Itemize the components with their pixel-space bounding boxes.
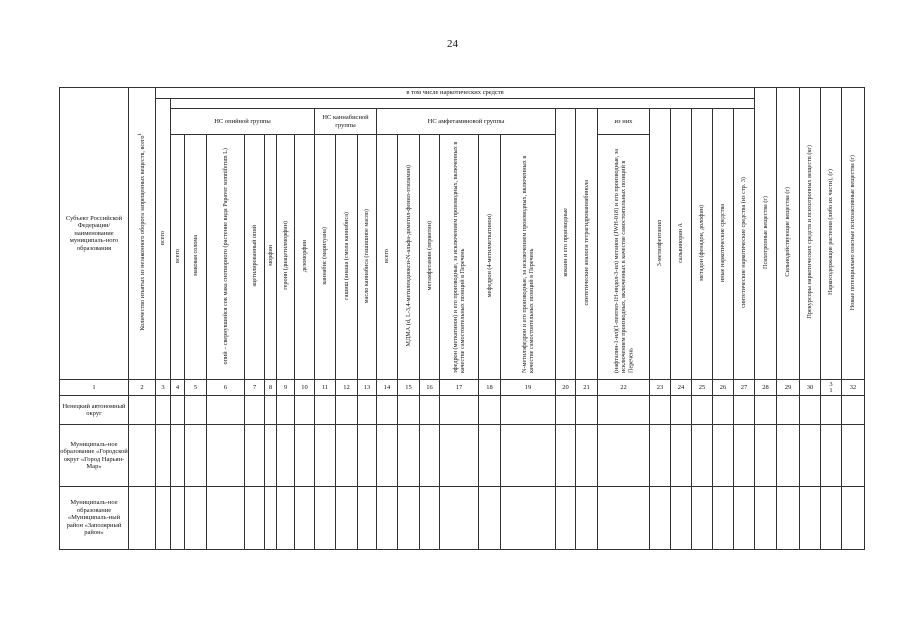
- data-cell: [479, 396, 501, 425]
- col-number: 15: [398, 380, 420, 396]
- in-incl-narcotics-header: в том числе наркотических средств: [156, 88, 755, 99]
- data-cell: [265, 425, 277, 487]
- col30-header: Прекурсоры наркотических средств и психотропных веществ (кг): [800, 88, 821, 380]
- col-number: 23: [650, 380, 671, 396]
- data-cell: [713, 487, 734, 550]
- col-number: 12: [336, 380, 358, 396]
- data-cell: [440, 425, 479, 487]
- col32-header: Новые потенциально опасные психоактивные вещества (г): [842, 88, 865, 380]
- row-label: Ненецкий автономный округ: [60, 396, 129, 425]
- data-cell: [734, 396, 755, 425]
- col6-header: опий – свернувшийся сок мака снотворного (растение вида Papaver somniferum L): [207, 135, 245, 380]
- data-cell: [295, 396, 315, 425]
- data-cell: [171, 487, 185, 550]
- col14-header: всего: [377, 135, 398, 380]
- col-number: 11: [315, 380, 336, 396]
- col18-header: мефедрон (4-метилметкатинон): [479, 135, 501, 380]
- data-cell: [598, 396, 650, 425]
- col-number: 26: [713, 380, 734, 396]
- data-cell: [245, 396, 265, 425]
- data-cell: [650, 396, 671, 425]
- data-cell: [420, 396, 440, 425]
- data-cell: [501, 487, 556, 550]
- data-cell: [420, 425, 440, 487]
- data-cell: [185, 396, 207, 425]
- col-number: 2: [129, 380, 156, 396]
- col12-header: гашиш (анаша (смола каннабиса): [336, 135, 358, 380]
- data-cell: [671, 425, 692, 487]
- opium-group-header: НС опийной группы: [171, 109, 315, 135]
- data-cell: [755, 425, 777, 487]
- data-cell: [440, 396, 479, 425]
- col28-header: Психотропные вещества (г): [755, 88, 777, 380]
- col-number: 27: [734, 380, 755, 396]
- col-number: 21: [576, 380, 598, 396]
- data-cell: [377, 396, 398, 425]
- data-cell: [156, 487, 171, 550]
- data-cell: [671, 487, 692, 550]
- subject-header: Субъект Российской Федерации/ наименование муниципаль-ного образования: [60, 88, 129, 380]
- data-cell: [821, 487, 842, 550]
- data-cell: [129, 425, 156, 487]
- col-number: 24: [671, 380, 692, 396]
- data-cell: [556, 487, 576, 550]
- data-cell: [800, 425, 821, 487]
- data-cell: [800, 487, 821, 550]
- data-cell: [576, 396, 598, 425]
- data-cell: [171, 396, 185, 425]
- data-cell: [777, 425, 800, 487]
- data-cell: [777, 487, 800, 550]
- data-cell: [171, 425, 185, 487]
- table-row: [60, 396, 865, 425]
- col-number: 30: [800, 380, 821, 396]
- data-cell: [576, 425, 598, 487]
- of-them-header: из них: [598, 109, 650, 135]
- data-cell: [755, 396, 777, 425]
- data-cell: [692, 487, 713, 550]
- data-cell: [650, 487, 671, 550]
- data-cell: [277, 487, 295, 550]
- row-label: Муниципаль-ное образование «Муниципаль-ный район «Заполярный район»: [60, 487, 129, 550]
- data-cell: [440, 487, 479, 550]
- data-cell: [315, 396, 336, 425]
- data-cell: [576, 487, 598, 550]
- col-number: 8: [265, 380, 277, 396]
- data-cell: [315, 425, 336, 487]
- col23-header: 3-метилфентанил: [650, 109, 671, 380]
- narc-total-header: всего: [156, 99, 171, 380]
- col-number: 14: [377, 380, 398, 396]
- data-cell: [207, 396, 245, 425]
- data-cell: [692, 396, 713, 425]
- data-cell: [713, 425, 734, 487]
- col11-header: каннабис (марихуана): [315, 135, 336, 380]
- data-cell: [129, 396, 156, 425]
- data-cell: [277, 425, 295, 487]
- col26-header: иные наркотические средства: [713, 109, 734, 380]
- col-number: 20: [556, 380, 576, 396]
- row-label: Муниципаль-ное образование «Городской округ «Город Нарьян-Мар»: [60, 425, 129, 487]
- data-cell: [598, 487, 650, 550]
- data-cell: [315, 487, 336, 550]
- table-row: [60, 425, 865, 487]
- col-number: 17: [440, 380, 479, 396]
- data-cell: [556, 425, 576, 487]
- data-cell: [398, 487, 420, 550]
- col-number: 9: [277, 380, 295, 396]
- data-cell: [692, 425, 713, 487]
- data-cell: [842, 396, 865, 425]
- data-cell: [671, 396, 692, 425]
- col-number: 6: [207, 380, 245, 396]
- data-cell: [185, 425, 207, 487]
- qty-seized-header: Количество изъятых из незаконного оборота запрещенных веществ, всего$^1$: [129, 88, 156, 380]
- col-number: 18: [479, 380, 501, 396]
- col17-header: эфедрон (меткатинон) и его производные, за исключением производных, включенных в качестве самостоятельных позиций в Перечень: [440, 135, 479, 380]
- col24-header: сальвинорин А: [671, 109, 692, 380]
- col8-header: морфин: [265, 135, 277, 380]
- col4-header: всего: [171, 135, 185, 380]
- col-number: 1: [60, 380, 129, 396]
- data-cell: [336, 487, 358, 550]
- col15-header: МДМА (d, L-3,4-метилендиокси-N-альфа-диметил-фенил-этиламин): [398, 135, 420, 380]
- data-cell: [420, 487, 440, 550]
- data-cell: [245, 487, 265, 550]
- data-cell: [821, 396, 842, 425]
- col7-header: ацетилированный опий: [245, 135, 265, 380]
- data-cell: [398, 396, 420, 425]
- data-cell: [265, 396, 277, 425]
- data-cell: [800, 396, 821, 425]
- col21-header: синтетические аналоги тетрагидроканнабинола: [576, 109, 598, 380]
- data-cell: [265, 487, 277, 550]
- col-number: 16: [420, 380, 440, 396]
- col-number: 13: [358, 380, 377, 396]
- col-number: 29: [777, 380, 800, 396]
- data-cell: [755, 487, 777, 550]
- data-cell: [207, 487, 245, 550]
- data-cell: [358, 425, 377, 487]
- col-number: 10: [295, 380, 315, 396]
- data-cell: [129, 487, 156, 550]
- data-cell: [821, 425, 842, 487]
- col-number: 19: [501, 380, 556, 396]
- col5-header: маковая солома: [185, 135, 207, 380]
- col16-header: метамфетамин (первитин): [420, 135, 440, 380]
- amphet-group-header: НС амфетаминовой группы: [377, 109, 556, 135]
- seizure-report-table: [59, 87, 865, 550]
- col29-header: Сильнодействующие вещества (г): [777, 88, 800, 380]
- data-cell: [295, 487, 315, 550]
- page-number: 24: [447, 38, 458, 50]
- data-cell: [842, 487, 865, 550]
- data-cell: [336, 396, 358, 425]
- col-number: 3 1: [821, 380, 842, 396]
- col-number: 7: [245, 380, 265, 396]
- col-number: 28: [755, 380, 777, 396]
- data-cell: [207, 425, 245, 487]
- data-cell: [185, 487, 207, 550]
- col-number: 5: [185, 380, 207, 396]
- col9-header: героин (диацетилморфин): [277, 135, 295, 380]
- column-number-row: [60, 380, 865, 396]
- data-cell: [650, 425, 671, 487]
- col10-header: дезоморфин: [295, 135, 315, 380]
- col31-header: Наркосодержащие растения (либо их части), (г): [821, 88, 842, 380]
- cannabis-group-header: НС каннабисной группы: [315, 109, 377, 135]
- col25-header: метадон (фенадон, долофин): [692, 109, 713, 380]
- data-cell: [734, 487, 755, 550]
- col27-header: синтетические наркотические средства (из стр. 3): [734, 109, 755, 380]
- data-cell: [358, 487, 377, 550]
- col-number: 25: [692, 380, 713, 396]
- data-cell: [377, 425, 398, 487]
- data-cell: [501, 425, 556, 487]
- data-cell: [398, 425, 420, 487]
- data-cell: [358, 396, 377, 425]
- col22-header: (нафталин-1-ил)(1-пентил-1Н-индол-3-ил) метанон (JWH-018) и его производные, за исключением производных, включенных в качестве самостоятельных позиций в Перечень: [598, 135, 650, 380]
- col13-header: масло каннабиса (гашишное масло): [358, 135, 377, 380]
- data-cell: [777, 396, 800, 425]
- data-cell: [842, 425, 865, 487]
- data-cell: [713, 396, 734, 425]
- data-cell: [479, 487, 501, 550]
- col-number: 22: [598, 380, 650, 396]
- data-cell: [245, 425, 265, 487]
- data-cell: [734, 425, 755, 487]
- data-cell: [598, 425, 650, 487]
- data-cell: [277, 396, 295, 425]
- col19-header: N-метилэфедрон и его производные, за исключением производных, включенных в качестве самостоятельных позиций в Перечень: [501, 135, 556, 380]
- data-cell: [295, 425, 315, 487]
- data-cell: [377, 487, 398, 550]
- col-number: 4: [171, 380, 185, 396]
- col-number: 3: [156, 380, 171, 396]
- data-cell: [556, 396, 576, 425]
- data-cell: [156, 396, 171, 425]
- data-cell: [479, 425, 501, 487]
- col-number: 32: [842, 380, 865, 396]
- data-cell: [156, 425, 171, 487]
- table-row: [60, 487, 865, 550]
- col20-header: кокаин и его производные: [556, 109, 576, 380]
- data-cell: [501, 396, 556, 425]
- data-cell: [336, 425, 358, 487]
